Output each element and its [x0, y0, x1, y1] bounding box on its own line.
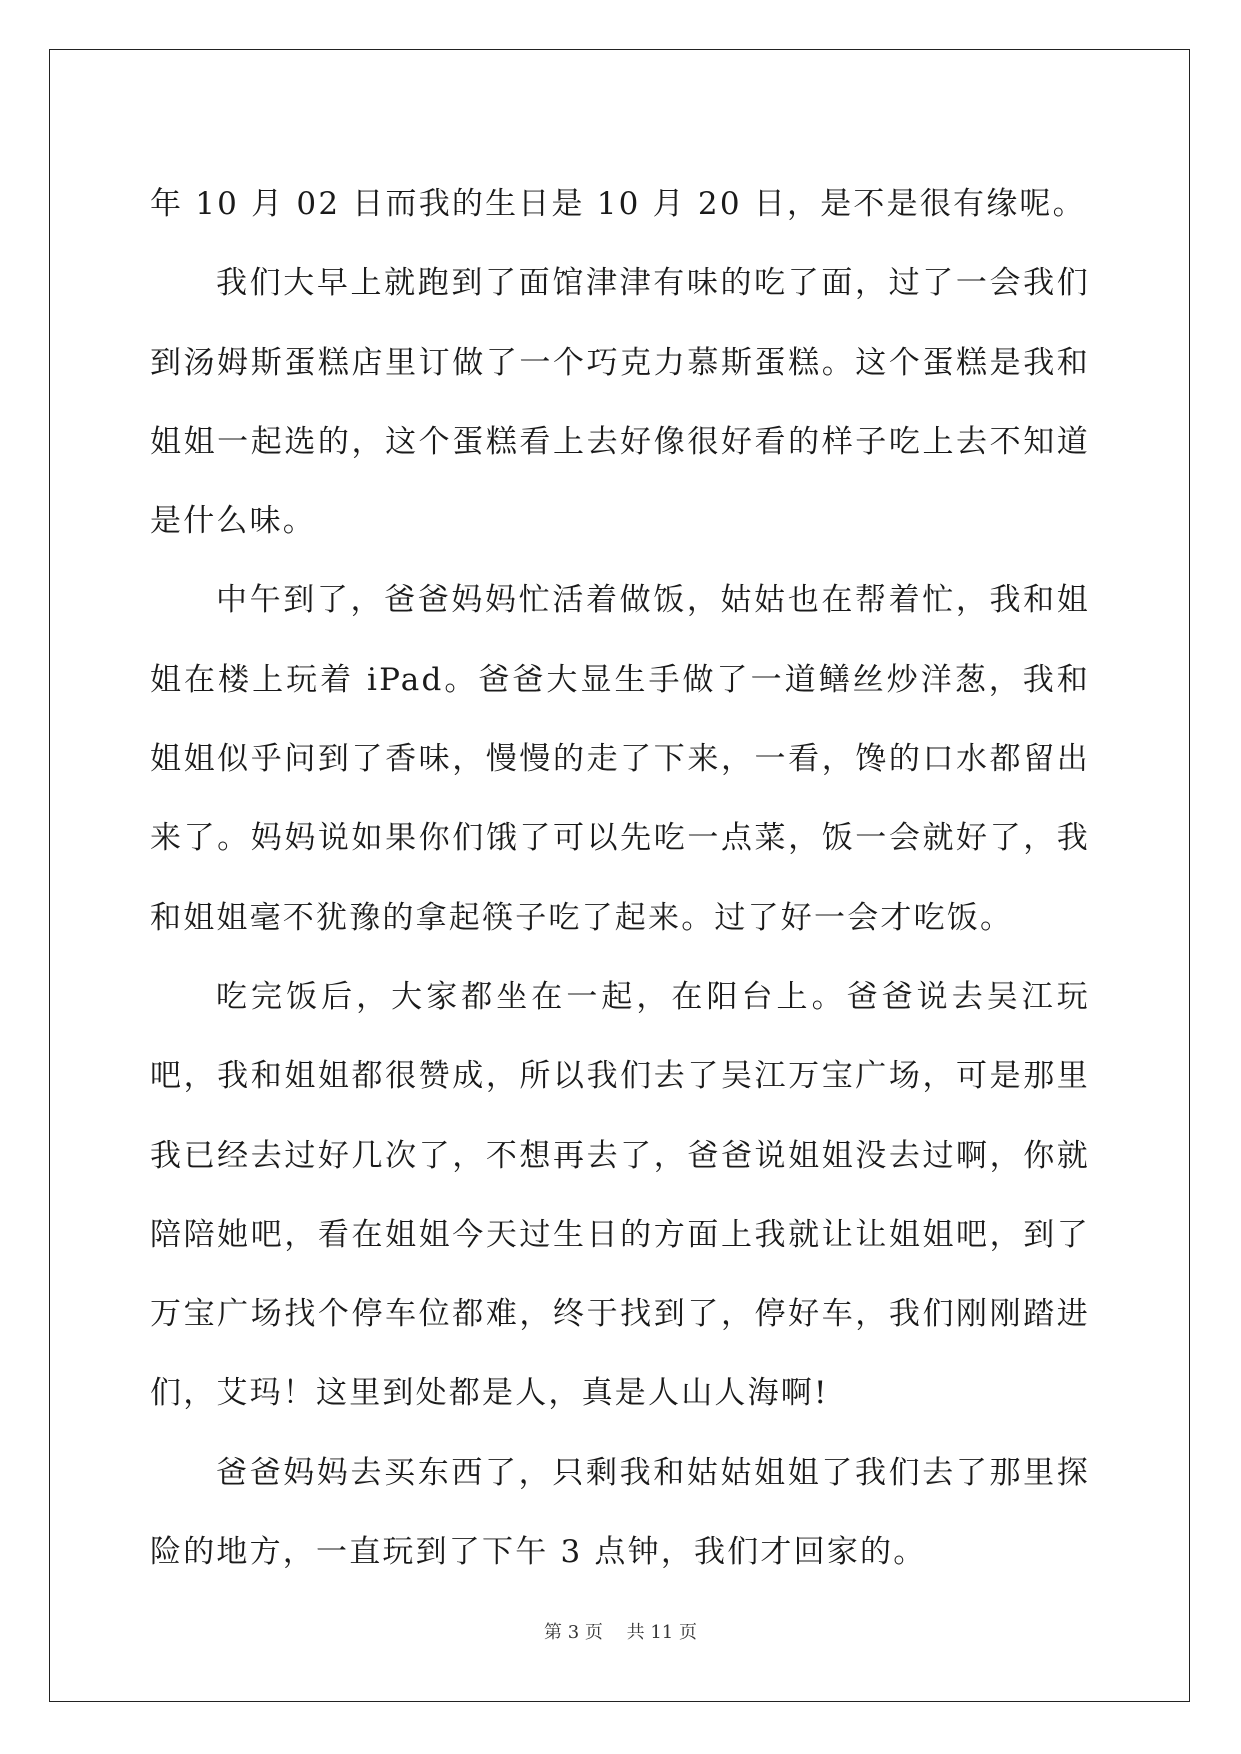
- page-number-footer: 第 3 页 共 11 页: [544, 1622, 697, 1643]
- paragraph-cake: 我们大早上就跑到了面馆津津有味的吃了面，过了一会我们到汤姆斯蛋糕店里订做了一个巧克力慕斯蛋糕。这个蛋糕是我和姐姐一起选的，这个蛋糕看上去好像很好看的样子吃上去不知道是什么味。: [150, 265, 1090, 540]
- paragraph-lunch: 中午到了，爸爸妈妈忙活着做饭，姑姑也在帮着忙，我和姐姐在楼上玩着 iPad。爸爸大显生手做了一道鳝丝炒洋葱，我和姐姐似乎问到了香味，慢慢的走了下来，一看，馋的口水都留出来了。妈妈说如果你们饿了可以先吃一点菜，饭一会就好了，我和姐姐毫不犹豫的拿起筷子吃了起来。过了好一会才吃饭。: [150, 582, 1090, 936]
- paragraph-outing: 吃完饭后，大家都坐在一起，在阳台上。爸爸说去吴江玩吧，我和姐姐都很赞成，所以我们去了吴江万宝广场，可是那里我已经去过好几次了，不想再去了，爸爸说姐姐没去过啊，你就陪陪她吧，看在姐姐今天过生日的方面上我就让让姐姐吧，到了万宝广场找个停车位都难，终于找到了，停好车，我们刚刚踏进们，艾玛！这里到处都是人，真是人山人海啊!: [150, 978, 1090, 1412]
- paragraph-return-home: 爸爸妈妈去买东西了，只剩我和姑姑姐姐了我们去了那里探险的地方，一直玩到了下午 3 点钟，我们才回家的。: [150, 1454, 1090, 1571]
- document-body: [150, 165, 1090, 1592]
- paragraph-continued: 年 10 月 02 日而我的生日是 10 月 20 日，是不是很有缘呢。: [150, 186, 1086, 222]
